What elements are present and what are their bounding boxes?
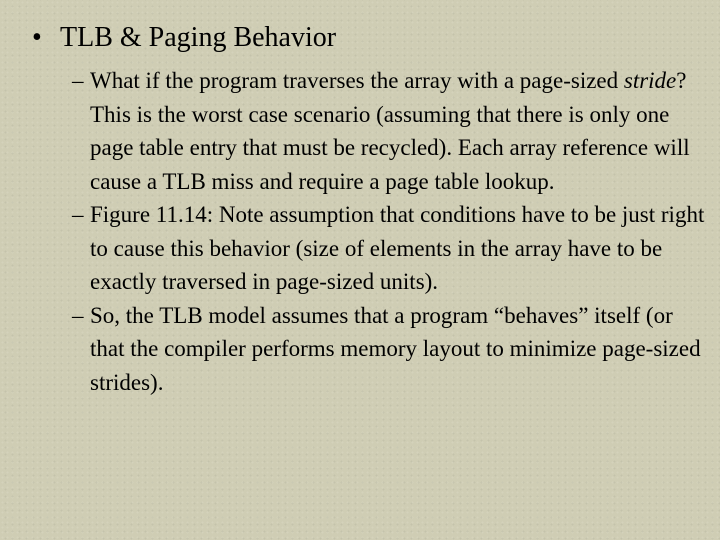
sub-point-dash: – (72, 68, 84, 93)
sub-point-model (72, 299, 712, 400)
heading-text: TLB & Paging Behavior (60, 22, 337, 53)
sub-point-stride (72, 64, 712, 198)
sub-point-dash: – (72, 202, 84, 227)
sub-point-stride-emphasis: stride (623, 68, 677, 93)
sub-point-stride-text-after: ? This is the worst case scenario (assuming that there is only one page table entry that must be recycled). Each array reference will cause a TLB miss and require a page table lookup. (90, 68, 690, 194)
heading-bullet: • (32, 22, 42, 53)
sub-point-model-text: So, the TLB model assumes that a program “behaves” itself (or that the compiler performs memory layout to minimize page-sized strides). (90, 302, 701, 395)
sub-point-stride-text-before: What if the program traverses the array with a page-sized (90, 68, 624, 93)
sub-point-list (72, 64, 712, 399)
sub-point-figure (72, 198, 712, 299)
sub-point-figure-text: Figure 11.14: Note assumption that conditions have to be just right to cause this behavior (size of elements in the array have to be exactly traversed in page-sized units). (90, 202, 705, 294)
slide-heading (32, 18, 702, 58)
sub-point-dash: – (72, 302, 84, 328)
